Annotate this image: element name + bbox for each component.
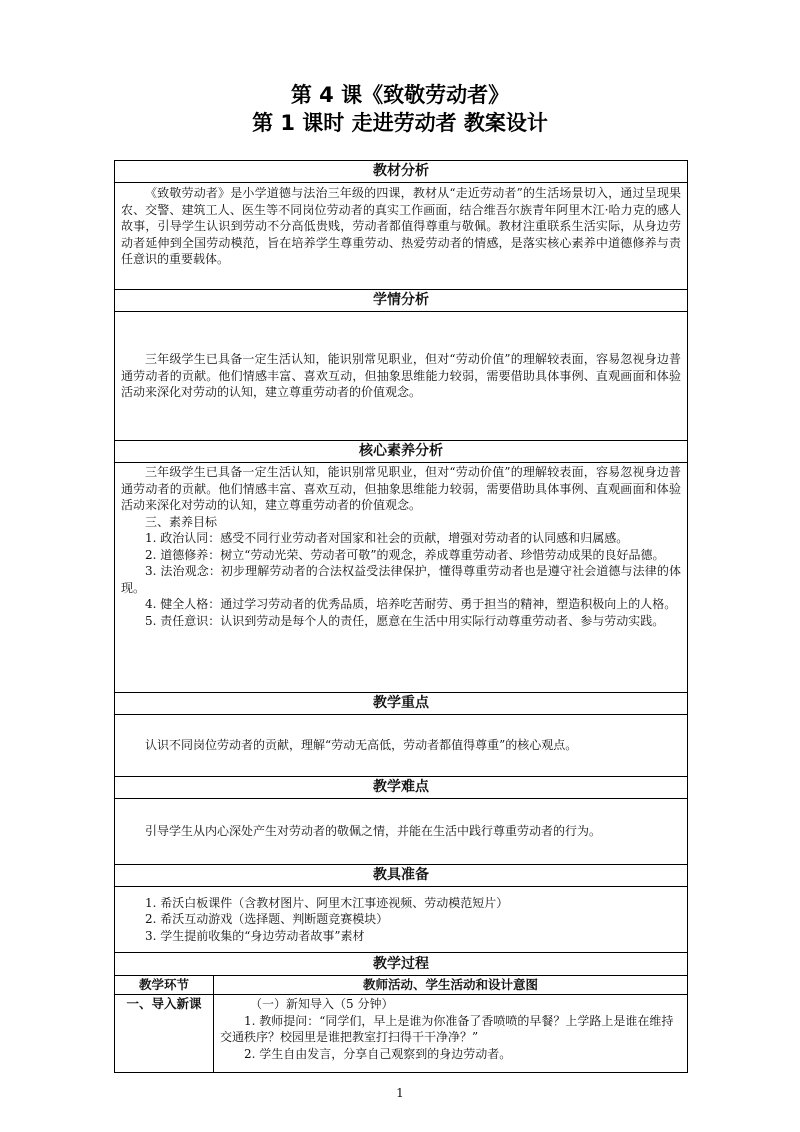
students-header: 学情分析 — [115, 290, 687, 312]
preparation-header: 教具准备 — [115, 865, 687, 887]
preparation-item: 1. 希沃白板课件（含教材图片、阿里木江事迹视频、劳动模范短片） — [145, 895, 509, 910]
difficulties-header: 教学难点 — [115, 777, 687, 799]
materials-text: 《致敬劳动者》是小学道德与法治三年级的四课，教材从“走近劳动者”的生活场景切入，通过呈现果农、交警、建筑工人、医生等不同岗位劳动者的真实工作画面，结合维吾尔族青年阿里木江·哈力克的感人故事，引导学生认识到劳动不分高低贵贱，劳动者都值得尊重与敬佩。教材注重联系生活实际，从身边劳动者延伸到全国劳动模范，旨在培养学生尊重劳动、热爱劳动者的情感，是落实核心素养中道德修养与责任意识的重要载体。 — [121, 186, 681, 266]
literacy-goal-item: 2. 道德修养：树立“劳动光荣、劳动者可敬”的观念，养成尊重劳动者、珍惜劳动成果的良好品德。 — [145, 547, 665, 562]
page-title: 第 4 课《致敬劳动者》 — [290, 83, 510, 107]
stage-line: （一）新知导入（5 分钟） — [250, 997, 394, 1011]
preparation-cell — [115, 887, 687, 953]
literacy-goals-title: 三、素养目标 — [145, 514, 218, 529]
difficulties-cell — [115, 799, 687, 865]
process-col-activity: 教师活动、学生活动和设计意图 — [362, 977, 538, 992]
materials-header: 教材分析 — [115, 161, 687, 183]
stage-label: 一、导入新课 — [126, 996, 202, 1011]
materials-cell — [115, 183, 687, 290]
literacy-goal-item: 3. 法治观念：初步理解劳动者的合法权益受法律保护，懂得尊重劳动者也是遵守社会道德与法律的体现。 — [121, 564, 681, 595]
stage-line: 2. 学生自由发言，分享自己观察到的身边劳动者。 — [244, 1046, 512, 1061]
students-text: 三年级学生已具备一定生活认知，能识别常见职业，但对“劳动价值”的理解较表面，容易忽视身边普通劳动者的贡献。他们情感丰富、喜欢互动，但抽象思维能力较弱，需要借助具体事例、直观画面和体验活动来深化对劳动的认知，建立尊重劳动者的价值观念。 — [121, 352, 681, 400]
process-col-stage: 教学环节 — [138, 977, 189, 992]
page-number: 1 — [396, 1086, 404, 1100]
stage-line: 1. 教师提问：“同学们，早上是谁为你准备了香喷喷的早餐？上学路上是谁在维持交通秩序？校园里是谁把教室打扫得干干净净？” — [220, 1013, 674, 1044]
literacy-goal-item: 1. 政治认同：感受不同行业劳动者对国家和社会的贡献，增强对劳动者的认同感和归属感。 — [145, 531, 629, 545]
key-points-header: 教学重点 — [115, 693, 687, 715]
literacy-cell — [115, 463, 687, 693]
page-subtitle: 第 1 课时 走进劳动者 教案设计 — [252, 111, 548, 135]
literacy-header: 核心素养分析 — [115, 441, 687, 463]
literacy-goal-item: 5. 责任意识：认识到劳动是每个人的责任，愿意在生活中用实际行动尊重劳动者、参与劳动实践。 — [145, 613, 665, 628]
process-header: 教学过程 — [115, 953, 687, 976]
lesson-plan-table — [114, 160, 688, 1073]
difficulties-text: 引导学生从内心深处产生对劳动者的敬佩之情，并能在生活中践行尊重劳动者的行为。 — [145, 824, 602, 839]
literacy-intro: 三年级学生已具备一定生活认知，能识别常见职业，但对“劳动价值”的理解较表面，容易忽视身边普通劳动者的贡献。他们情感丰富、喜欢互动，但抽象思维能力较弱，需要借助具体事例、直观画面和体验活动来深化对劳动的认知，建立尊重劳动者的价值观念。 — [121, 465, 681, 512]
preparation-item: 2. 希沃互动游戏（选择题、判断题竞赛模块） — [145, 912, 389, 927]
students-cell — [115, 312, 687, 441]
stage-content — [214, 996, 687, 1062]
key-points-cell — [115, 715, 687, 777]
literacy-goal-item: 4. 健全人格：通过学习劳动者的优秀品质，培养吃苦耐劳、勇于担当的精神，塑造积极向上的人格。 — [145, 597, 677, 611]
preparation-item: 3. 学生提前收集的“身边劳动者故事”素材 — [145, 928, 365, 943]
key-points-text: 认识不同岗位劳动者的贡献，理解“劳动无高低，劳动者都值得尊重”的核心观点。 — [145, 738, 578, 753]
